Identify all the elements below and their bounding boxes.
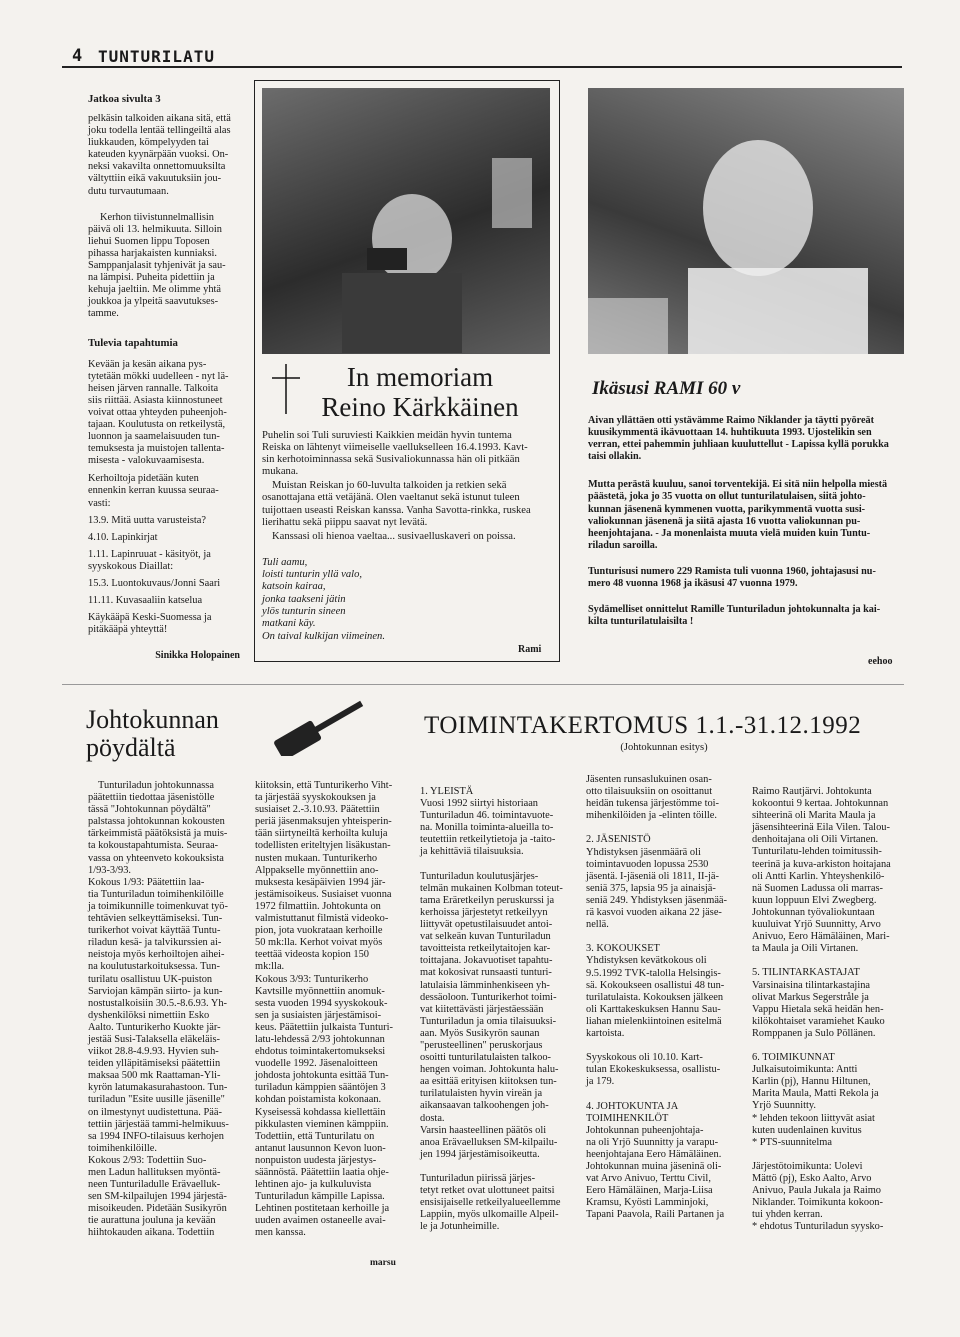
ikasusi-para-3: Tunturisusi numero 229 Ramista tuli vuonna 1960, johtajasusi nu- mero 48 vuonna 1968 ja ikäsusi 47 vuonna 1979. xyxy=(588,565,876,590)
memoriam-para-1: Puhelin soi Tuli suruviesti Kaikkien meidän hyvin tuntema Reiska on lähtenyt viimeiselle vaellukselleen 16.4.1993. Kavt- sin kerhotoiminnassa sekä Susivaliokunnassa hän oli pitkään mukana. xyxy=(262,430,528,478)
ikasusi-body xyxy=(588,415,904,628)
toimintakertomus-col3: Raimo Rautjärvi. Johtokunta kokoontui 9 kertaa. Johtokunnan sihteerinä oli Marita Maula ja jäsensihteerinä Eila Vilen. Talou- denhoitajana oli Oili Virtanen. Tunturilatu-lehden toimitussih- teerinä ja kuva-arkiston hoitajana oli Antti Karlin. Yhteyshenkilö- nä Suomen Ladussa oli marras- kuun loppuun Elvi Zwegberg. Johtokunnan työvaliokuntaan kuuluivat Yrjö Suunnitty, Arvo Anivuo, Eero Hämäläinen, Mari- ta Maula ja Oili Virtanen. 5. TILINTARKASTAJAT Varsinaisina tilintarkastajina olivat Markus Segerstråle ja Vappu Hietala sekä heidän hen- kilökohtaiset varamiehet Kauko Romppanen ja Sulo Pöllänen. 6. TOIMIKUNNAT Julkaisutoimikunta: Antti Karlin (pj), Hannu Hiltunen, Marita Maula, Matti Rekola ja Yrjö Suunnitty. * lehden tekoon liittyvät asiat kuten uudenlainen kuvitus * PTS-suunnitelma Järjestötoimikunta: Uolevi Mättö (pj), Esko Aalto, Arvo Anivuo, Paula Jukala ja Raimo Niklander. Toimikunta kokoon- tui yhden kerran. * ehdotus Tunturiladun syysko- xyxy=(752,786,891,1233)
johtokunnan-title xyxy=(86,706,286,762)
toimintakertomus-subtitle: (Johtokunnan esitys) xyxy=(620,742,708,753)
memoriam-para-3: Kanssasi oli hienoa vaeltaa... susivaelluskaveri on poissa. xyxy=(272,530,516,542)
toimintakertomus-title: TOIMINTAKERTOMUS 1.1.-31.12.1992 xyxy=(424,712,862,739)
portrait-photo xyxy=(588,88,904,354)
left-heading-events: Tulevia tapahtumia xyxy=(88,336,178,349)
left-para-5: Käykääpä Keski-Suomessa ja pitäkääpä yhteyttä! xyxy=(88,612,212,636)
left-para-2: Kerhon tiivistunnelmallisin päivä oli 13. helmikuuta. Silloin liehui Suomen lippu Toposen pihassa harjakaisten kunniaksi. Samppanjalasit tyhjenivät ja sau- na lämpisi. Puheita pidettiin ja kehuja jaeltiin. Me olimme yhtä joukkoa ja ylpeitä saavutukses- tamme. xyxy=(88,211,226,320)
memoriam-title xyxy=(290,362,550,422)
ikasusi-title: Ikäsusi RAMI 60 v xyxy=(592,378,741,399)
page-header xyxy=(62,44,902,66)
left-column xyxy=(88,93,240,661)
section-divider xyxy=(62,684,904,685)
johtokunnan-signature: marsu xyxy=(370,1258,396,1268)
left-para-1: pelkäsin talkoiden aikana sitä, että joku todella lentää tellingeiltä alas liukkauden, kömpelyyden tai kateuden kyynärpään vuoksi. On- neksi vakavilta onnettomuuksilta vältyttiin eikä vakuutuksiin jou- dutu turvautumaan. xyxy=(88,113,231,197)
event-item: 1.11. Lapinruuat - käsityöt, ja syyskokous Diaillat: xyxy=(88,548,211,572)
header-rule xyxy=(62,66,902,68)
ikasusi-para-1: Aivan yllättäen otti ystävämme Raimo Niklander ja täytti pyöreät kuusikymmentä ikävuottaan 14. huhtikuuta 1993. Ujostelikin sen verran, ettei pahemmin juhliaan kuuluttellut - Lapissa kyllä porukka taisi ollakin. xyxy=(588,415,889,463)
left-para-3: Kevään ja kesän aikana pys- tytetään mökki uudelleen - nyt lä- heisen järven rannalle. Talkoita siis riittää. Asiasta kiinnostuneet voivat ottaa yhteyden puheenjoh- tajaan. Koulutusta on retkeilystä, luonnon ja saamelaisuuden tun- temuksesta ja muistojen tallenta- misesta - valokuvaamisesta. xyxy=(88,358,229,467)
left-signature: Sinikka Holopainen xyxy=(155,650,240,662)
publication-title: TUNTURILATU xyxy=(98,47,215,66)
memoriam-para-2: Muistan Reiskan jo 60-luvulta talkoiden ja retkien sekä osanottajana että vetäjänä. Olen vaeltanut sekä istunut tuleen tuijottaen useasti Reiskan kanssa. Vanha Savotta-rinkka, ruskea lierihattu sekä piippu saavat nyt levätä. xyxy=(262,480,531,528)
ikasusi-para-2: Mutta perästä kuuluu, sanoi torventekijä. Ei sitä niin helpolla miestä päästetä, joka jo 35 vuotta on ollut tunturilatulaisen, siitä johto- kunnan jäsenenä kymmenen vuotta, parikymmentä vuotta susi- valiokunnan jäsenenä ja siitä ajasta 16 vuotta valiokunnan pu- heenjohtajana. - Ja monenlaista muuta vielä muiden kuin Tuntu- riladun saroilla. xyxy=(588,479,888,551)
event-item: 13.9. Mitä uutta varusteista? xyxy=(88,514,207,526)
event-item: 4.10. Lapinkirjat xyxy=(88,531,158,543)
left-para-4: Kerhoiltoja pidetään kuten ennenkin kerran kuussa seuraa- vasti: xyxy=(88,473,219,509)
toimintakertomus-col1: 1. YLEISTÄ Vuosi 1992 siirtyi historiaan Tunturiladun 46. toimintavuote- na. Monilla toiminta-alueilla to- teutettiin retkeilytietoja ja -taito- ja kehittäviä tilaisuuksia. Tunturiladun koulutusjärjes- telmän mukainen Kolbman toteut- tama Eräretkeilyn peruskurssi ja kerhoissa järjestetyt retkeilyyn liittyvät opetustilaisuudet antoi- vat selkeän kuvan Tunturiladun tavoitteista retkeilytaitojen kar- toittajana. Jokavuotiset tapahtu- mat kokosivat runsaasti tunturi- latulaisia lämminhenkiseen yh- dessäoloon. Tunturikerhot toimi- vat kiitettävästi järjestäessään Tunturiladun ja omia tilaisuuksi- aan. Myös Susikyrön saunan "perusteellinen" peruskorjaus osoitti tunturilatulaisten talkoo- hengen voiman. Johtokunta halu- aa esittää erityisen kiitoksen tun- turilatulaisten hyvin vireän ja aikansaavan talkoohengen joh- dosta. Varsin haasteellinen päätös oli anoa Erävaelluksen SM-kilpailu- jen 1994 järjestämisoikeutta. Tunturiladun piirissä järjes- tetyt retket ovat ulottuneet paitsi ensisijaiselle retkeilyalueellemme Lappiin, myös ulkomaille Alpeil- le ja Jotunheimille. xyxy=(420,786,563,1233)
memoriam-poem: Tuli aamu, loisti tunturin yllä valo, katsoin kairaa, jonka taakseni jätin ylös tunturin sineen matkani käy. On taival kulkijan viimeinen. xyxy=(262,556,385,642)
johtokunnan-col1: Tunturiladun johtokunnassa päätettiin tiedottaa jäsenistölle tässä "Johtokunnan pöydältä" palstassa johtokunnan kokousten tärkeimmistä päätöksistä ja muis- ta kokoustapahtumista. Seuraa- vassa on yhteenveto kokouksista 1/93-3/93. Kokous 1/93: Päätettiin laa- tia Tunturiladun toimihenkilöille ja toimikunnille toimenkuvat työ- tehtävien selkeyttämiseksi. Tun- turikerhot voivat käyttää Tuntu- riladun kesä- ja talvikurssien ai- neistoja myös kerhoiltojen aihei- na koulutustarkoituksessa. Tun- turilatu osallistuu UK-puiston Sarviojan kämpän siirto- ja kun- nostustalkoisiin 30.5.-8.6.93. Yh- dyshenkilöksi nimettiin Esko Aalto. Tunturikerho Kuokte jär- jestää Susi-Talaksella eläkeläis- viikot 28.8-4.9.93. Hyvien suh- teiden ylläpitämiseksi päätettiin maksaa 500 mk Raattaman-Yli- kyrön latumakasurahastoon. Tun- turiladun "Esite uusille jäsenille" on ilmestynyt uudistettuna. Pää- tettiin järjestää tammi-helmikuus- sa 1994 INFO-tilaisuus kerhojen toimihenkilöille. Kokous 2/93: Todettiin Suo- men Ladun hallituksen myöntä- neen Tunturiladulle Erävaelluk- sen SM-kilpailujen 1994 järjestä- misoikeuden. Pidetään Susikyrön tie aurattuna jouluna ja kevään hiihtokauden aikana. Todettiin xyxy=(88,780,229,1239)
ikasusi-signature: eehoo xyxy=(868,656,893,667)
memoriam-body xyxy=(262,430,552,643)
johtokunnan-col2: kiitoksin, että Tunturikerho Viht- ta järjestää syyskokouksen ja susiaiset 2.-3.10.93. Päätettiin periä jäsenmaksujen yhteisperin- tään siirtyneiltä kerhoilta kuluja todellisten eriteltyjen lisäkustan- nusten mukaan. Tunturikerho Alppakselle myönnettiin ano- muksesta kesäpäivien 1994 jär- jestämisoikeus. Susiaiset vuonna 1972 filmattiin. Johtokunta on valmistuttanut filmistä videoko- pion, jota vuokrataan kerhoille 50 mk:lla. Kerhot voivat myös teettää videosta kopion 150 mk:lla. Kokous 3/93: Tunturikerho Kavtsille myönnettiin anomuk- sesta vuoden 1994 syyskokouk- sen ja susiaisten järjestämisoi- keus. Päätettiin julkaista Tunturi- latu-lehdessä 2/93 johtokunnan ehdotus toimintakertomukseksi vuodelle 1992. Jäsenaloitteen johdosta johtokunta esittää Tun- turiladun kämppien sääntöjen 3 kohdan poistamista kokonaan. Kyseisessä kohdassa kiellettäin pikkulasten vieminen kämppiin. Todettiin, että Tunturilatu on antanut lausunnon Kevon luon- nonpuiston uudesta järjestys- säännöstä. Päätettiin laatia ohje- lehtinen ajo- ja kulkuluvista Tunturiladun kämpille Lapissa. Lehtinen postitetaan kerhoille ja uuden avaimen ostaneelle avai- men kanssa. xyxy=(255,780,393,1239)
johtokunnan-title-line1: Johtokunnan xyxy=(86,705,219,734)
event-item: 15.3. Luontokuvaus/Jonni Saari xyxy=(88,578,221,589)
event-item: 11.11. Kuvasaaliin katselua xyxy=(88,595,203,607)
ikasusi-para-4: Sydämelliset onnittelut Ramille Tunturiladun johtokunnalta ja kai- kilta tunturilatulaisilta ! xyxy=(588,604,881,628)
continued-label: Jatkoa sivulta 3 xyxy=(88,93,161,105)
memoriam-title-line2: Reino Kärkkäinen xyxy=(321,392,519,422)
portrait-silhouette xyxy=(588,88,904,354)
memoriam-signature: Rami xyxy=(518,644,542,655)
page-number: 4 xyxy=(72,46,83,66)
memorial-photo xyxy=(262,88,550,354)
memoriam-title-line1: In memoriam xyxy=(346,362,494,392)
toimintakertomus-col2: Jäsenten runsaslukuinen osan- otto tilaisuuksiin on osoittanut heidän tukensa järjestömme toi- mihenkilöiden ja -elinten töille. 2. JÄSENISTÖ Yhdistyksen jäsenmäärä oli toimintavuoden lopussa 2530 jäsentä. I-jäseniä oli 1811, II-jä- seniä 375, lapsia 95 ja ainaisjä- seniä 249. Yhdistyksen jäsenmää- rä kasvoi vuoden aikana 22 jäse- nellä. 3. KOKOUKSET Yhdistyksen kevätkokous oli 9.5.1992 TVK-talolla Helsingis- sä. Kokoukseen osallistui 48 tun- turilatulaista. Kokouksen jälkeen oli Karttakeskuksen Hannu Sau- liahan mielenkiintoinen esitelmä kartoista. Syyskokous oli 10.10. Kart- tulan Ekokeskuksessa, osallistu- ja 179. 4. JOHTOKUNTA JA TOIMIHENKILÖT Johtokunnan puheenjohtaja- na oli Yrjö Suunnitty ja varapu- heenjohtajana Eero Hämäläinen. Johtokunnan muina jäseninä oli- vat Arvo Anivuo, Terttu Civil, Eero Hämäläinen, Marja-Liisa Kramsu, Kyösti Lamminjoki, Tapani Paavola, Raili Partanen ja xyxy=(586,774,728,1221)
camera-man-silhouette xyxy=(262,88,550,354)
gavel-icon xyxy=(262,700,372,756)
johtokunnan-title-line2: pöydältä xyxy=(86,733,176,762)
